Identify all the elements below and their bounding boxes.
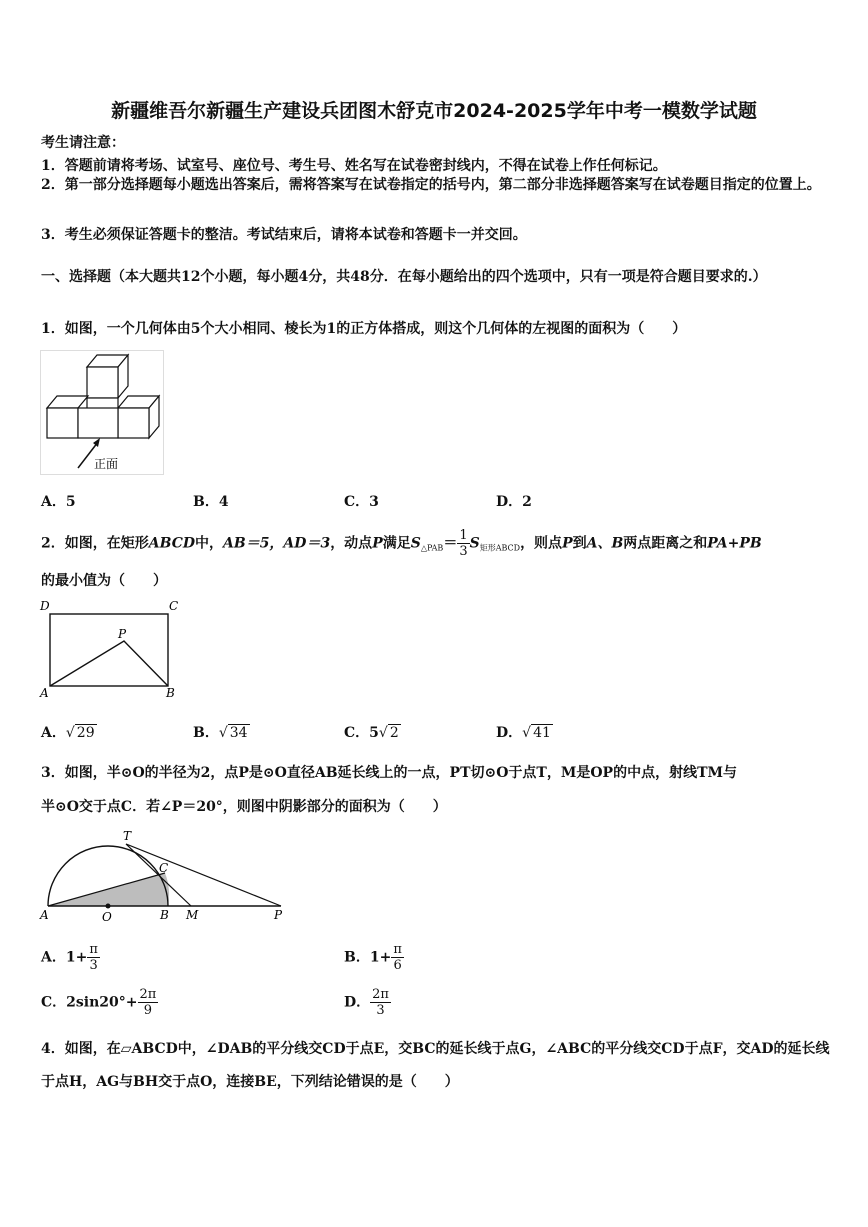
- svg-text:C: C: [169, 599, 179, 613]
- section-heading: 一、选择题（本大题共12个小题，每小题4分，共48分．在每小题给出的四个选项中，只有一项是符合题目要求的.）: [41, 269, 767, 285]
- q3-option-b: B．1+ $\frac{\pi}{6}$: [344, 942, 402, 973]
- q2-figure: [38, 598, 188, 703]
- q1-option-d: D．2: [496, 494, 532, 510]
- svg-text:A: A: [40, 686, 49, 700]
- svg-text:P: P: [118, 627, 127, 641]
- q3-option-c: C．2sin20°+ $\frac{2\pi}{9}$: [41, 987, 157, 1018]
- q1-option-a: A．5: [41, 494, 76, 510]
- q2-stem-end: 的最小值为（ ）: [41, 573, 167, 589]
- q1-front-label: 正面: [94, 457, 119, 471]
- q1-option-c: C．3: [344, 494, 379, 510]
- svg-text:D: D: [40, 599, 50, 613]
- svg-text:B: B: [160, 908, 169, 922]
- q3-stem-1: 3．如图，半⊙O的半径为2，点P是⊙O直径AB延长线上的一点，PT切⊙O于点T，M是OP的中点，射线TM与: [41, 765, 737, 781]
- q1-figure: [40, 350, 164, 475]
- notice-item-1: 1．答题前请将考场、试室号、座位号、考生号、姓名写在试卷密封线内，不得在试卷上作任何标记。: [41, 158, 667, 174]
- svg-text:B: B: [166, 686, 175, 700]
- q2-fraction: $\frac{1}{3}$: [459, 528, 468, 559]
- q1-option-b: B．4: [193, 494, 229, 510]
- page-title: 新疆维吾尔新疆生产建设兵团图木舒克市2024-2025学年中考一模数学试题: [111, 100, 757, 122]
- q3-figure: [38, 826, 288, 926]
- q3-stem-2: 半⊙O交于点C．若∠P＝20°，则图中阴影部分的面积为（ ）: [41, 799, 447, 815]
- svg-text:T: T: [123, 829, 132, 843]
- q2-option-a: A．√ 29: [41, 725, 95, 741]
- q2-option-c: C．5√ 2: [344, 725, 399, 741]
- svg-text:A: A: [40, 908, 49, 922]
- svg-text:O: O: [102, 910, 112, 924]
- q1-stem: 1．如图，一个几何体由5个大小相同、棱长为1的正方体搭成，则这个几何体的左视图的面积为（ ）: [41, 321, 687, 337]
- svg-text:C: C: [159, 861, 169, 875]
- q4-stem: 4．如图，在▱ABCD中，∠DAB的平分线交CD于点E，交BC的延长线于点G，∠ABC的平分线交CD于点F，交AD的延长线于点H，AG与BH交于点O，连接BE，下列结论错误的是（ ）: [41, 1041, 830, 1090]
- q3-option-d: D． $\frac{2\pi}{3}$: [344, 987, 389, 1018]
- notice-item-3: 3．考生必须保证答题卡的整洁。考试结束后，请将本试卷和答题卡一并交回。: [41, 227, 527, 243]
- q2-option-d: D．√ 41: [496, 725, 551, 741]
- notice-heading: 考生请注意：: [41, 135, 125, 151]
- q2-stem: 2．如图，在矩形ABCD中，AB＝5，AD＝3，动点P满足$S_{\triangle PAB}=$ $\frac{1}{3}$ $S_{矩形ABCD}$，则点P到A、B两点距离之和PA+PB: [41, 528, 762, 559]
- q2-option-b: B．√ 34: [193, 725, 248, 741]
- notice-item-2: 2．第一部分选择题每小题选出答案后，需将答案写在试卷指定的括号内，第二部分非选择题答案写在试卷题目指定的位置上。: [41, 177, 821, 193]
- q3-option-a: A．1+ $\frac{\pi}{3}$: [41, 942, 98, 973]
- svg-text:M: M: [186, 908, 199, 922]
- svg-text:P: P: [274, 908, 283, 922]
